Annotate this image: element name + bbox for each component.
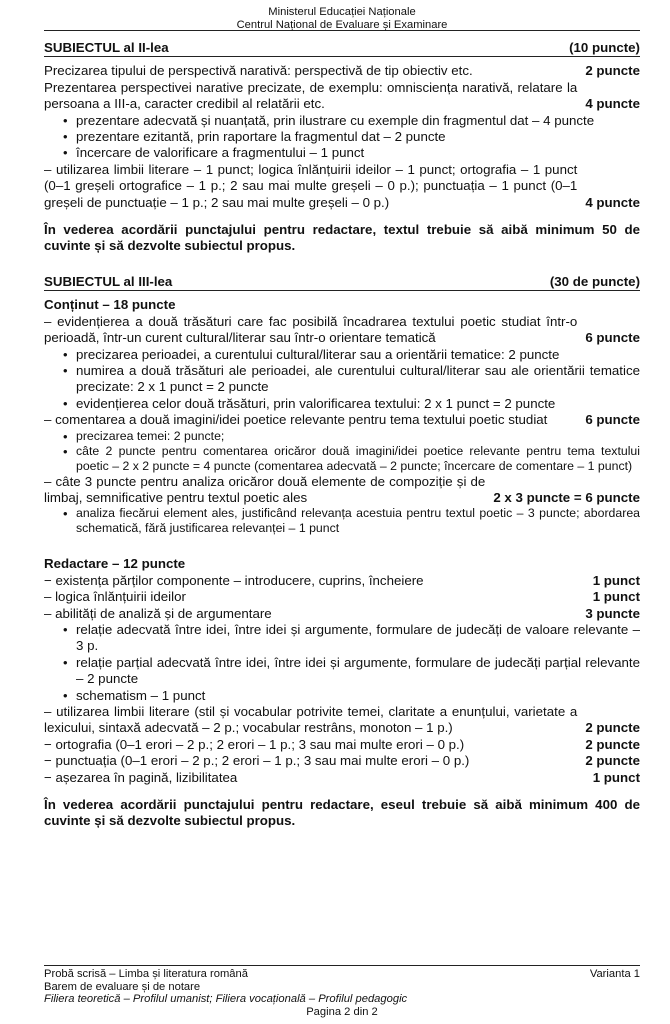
- section-2-heading: [44, 40, 640, 57]
- s2-criterion-3: [44, 162, 640, 211]
- s3-writing-2-text: – logica înlănțuirii ideilor: [44, 589, 186, 605]
- s3-content-3-text: – câte 3 puncte pentru analiza oricăror două elemente de compoziție și de limbaj, semnificative pentru textul poetic ales: [44, 473, 486, 505]
- s3-content-1-points: 6 puncte: [585, 330, 640, 346]
- ministry-name: Ministerul Educației Naționale: [268, 6, 416, 18]
- s3-writing-1-points: 1 punct: [592, 572, 640, 588]
- s3-writing-1-text: − existența părților componente – introducere, cuprins, încheiere: [44, 572, 424, 588]
- s3-writing-6-text: − punctuația (0–1 erori – 2 p.; 2 erori – 1 p.; 3 sau mai multe erori – 0 p.): [44, 753, 470, 769]
- s3-writing-7-points: 1 punct: [592, 769, 640, 785]
- track-profile: Filiera teoretică – Profilul umanist; Filiera vocațională – Profilul pedagogic: [44, 993, 408, 1006]
- s3-content-2-points: 6 puncte: [585, 412, 640, 428]
- s2-criterion-2: [44, 80, 640, 113]
- s2-criterion-1: [44, 63, 640, 79]
- list-item: • relație parțial adecvată între idei, între idei și argumente, formulare de judecăți parțial relevante – 2 puncte: [76, 655, 640, 688]
- s2-criterion-3-text: – utilizarea limbii literare – 1 punct; logica înlănțuirii ideilor – 1 punct; ortografia – 1 punct (0–1 greșeli ortografice – 1 p.; 2 sau mai multe greșeli – 0 p.); punctuația – 1 punct (0–1 greșeli de punctuație – 1 p.; 2 sau mai multe greșeli – 0 p.): [44, 161, 578, 210]
- exam-name: Probă scrisă – Limba și literatura română: [44, 968, 248, 980]
- list-item: • prezentare adecvată și nuanțată, prin ilustrare cu exemple din fragmentul dat – 4 puncte: [76, 113, 640, 129]
- section-3-points: (30 de puncte): [549, 273, 640, 289]
- list-item: • precizarea temei: 2 puncte;: [76, 429, 640, 444]
- s3-content-2: [44, 412, 640, 428]
- s3-writing-4-points: 2 puncte: [585, 720, 640, 736]
- list-item: • precizarea perioadei, a curentului cultural/literar sau a orientării tematice: 2 puncte: [76, 347, 640, 363]
- scheme-name: Barem de evaluare și de notare: [44, 980, 201, 993]
- s3-writing-4-text: – utilizarea limbii literare (stil și vocabular potrivite temei, claritate a enunțului, varietate a lexicului, sintaxă adecvată – 2 p.; vocabular restrâns, monoton – 1 p.): [44, 704, 578, 736]
- s3-writing-6: [44, 753, 640, 769]
- s3-writing-3-bullets: [44, 622, 640, 704]
- footer-row: [44, 968, 640, 981]
- section-2-title: SUBIECTUL al II-lea: [44, 40, 169, 55]
- s3-content-2-bullets: [44, 429, 640, 474]
- s3-content-1: [44, 314, 640, 347]
- list-item: • evidențierea celor două trăsături, prin valorificarea textului: 2 x 1 punct = 2 puncte: [76, 396, 640, 412]
- s2-note: În vederea acordării punctajului pentru redactare, textul trebuie să aibă minimum 50 de cuvinte și să dezvolte subiectul propus.: [44, 222, 640, 254]
- list-item: • schematism – 1 punct: [76, 688, 640, 704]
- s3-writing-4: [44, 704, 640, 737]
- list-item: • analiza fiecărui element ales, justificând relevanța acestuia pentru textul poetic – 3 puncte; abordarea schematică, fără justificarea relevanței – 1 punct: [76, 506, 640, 536]
- document-page: [44, 0, 640, 830]
- s3-writing-3-text: – abilități de analiză și de argumentare: [44, 605, 272, 621]
- s2-criterion-2-points: 4 puncte: [585, 96, 640, 112]
- s2-criterion-2-text: Prezentarea perspectivei narative precizate, de exemplu: omnisciența narativă, relatare la persoana a III-a, caracter credibil al relatării etc.: [44, 79, 578, 112]
- s3-content-3-points: 2 x 3 puncte = 6 puncte: [493, 489, 640, 505]
- s3-writing-3: [44, 606, 640, 622]
- footer-divider: [44, 965, 640, 966]
- s3-writing-1: [44, 573, 640, 589]
- page-header: [44, 0, 640, 30]
- s3-writing-7-text: − așezarea în pagină, lizibilitatea: [44, 769, 238, 785]
- list-item: • încercare de valorificare a fragmentului – 1 punct: [76, 145, 640, 161]
- list-item: • prezentare ezitantă, prin raportare la fragmentul dat – 2 puncte: [76, 129, 640, 145]
- s3-writing-2: [44, 589, 640, 605]
- content-heading: Conținut – 18 puncte: [44, 297, 176, 313]
- s3-writing-5-points: 2 puncte: [585, 736, 640, 752]
- s2-criterion-1-points: 2 puncte: [585, 63, 640, 79]
- s2-bullet-list: [44, 113, 640, 162]
- center-name: Centrul Național de Evaluare și Examinare: [236, 19, 448, 31]
- list-item: • câte 2 puncte pentru comentarea oricăror două imagini/idei poetice relevante pentru tema textului poetic – 2 x 2 puncte = 4 puncte (comentarea adecvată – 2 puncte; încercare de comentare – 1 punct): [76, 444, 640, 474]
- s3-content-3: [44, 474, 640, 507]
- page-footer: [44, 965, 640, 1018]
- variant-label: Varianta 1: [589, 968, 640, 980]
- s3-writing-6-points: 2 puncte: [585, 753, 640, 769]
- s2-criterion-3-points: 4 puncte: [585, 194, 640, 210]
- list-item: • numirea a două trăsături ale perioadei, ale curentului cultural/literar sau ale orientării tematice precizate: 2 x 1 punct = 2 puncte: [76, 363, 640, 396]
- s3-writing-2-points: 1 punct: [592, 589, 640, 605]
- s3-content-1-text: – evidențierea a două trăsături care fac posibilă încadrarea textului poetic studiat într-o perioadă, într-un curent cultural/literar sau într-o orientare tematică: [44, 313, 578, 346]
- s3-content-2-text: – comentarea a două imagini/idei poetice relevante pentru tema textului poetic studiat: [44, 412, 548, 428]
- s3-content-1-bullets: [44, 347, 640, 413]
- section-2-points: (10 puncte): [569, 40, 640, 55]
- s3-note: În vederea acordării punctajului pentru redactare, eseul trebuie să aibă minimum 400 de cuvinte și să dezvolte subiectul propus.: [44, 797, 640, 829]
- list-item: • relație adecvată între idei, între idei și argumente, formulare de judecăți de valoare relevante – 3 p.: [76, 622, 640, 655]
- s2-criterion-1-text: Precizarea tipului de perspectivă narativă: perspectivă de tip obiectiv etc.: [44, 63, 473, 79]
- writing-heading: Redactare – 12 puncte: [44, 556, 186, 572]
- s3-writing-5: [44, 737, 640, 753]
- page-number: Pagina 2 din 2: [306, 1005, 378, 1018]
- s3-writing-7: [44, 770, 640, 786]
- s3-writing-3-points: 3 puncte: [585, 605, 640, 621]
- section-3-heading: [44, 274, 640, 291]
- s3-content-3-bullets: [44, 506, 640, 536]
- section-3-title: SUBIECTUL al III-lea: [44, 273, 173, 289]
- s3-writing-5-text: − ortografia (0–1 erori – 2 p.; 2 erori – 1 p.; 3 sau mai multe erori – 0 p.): [44, 736, 465, 752]
